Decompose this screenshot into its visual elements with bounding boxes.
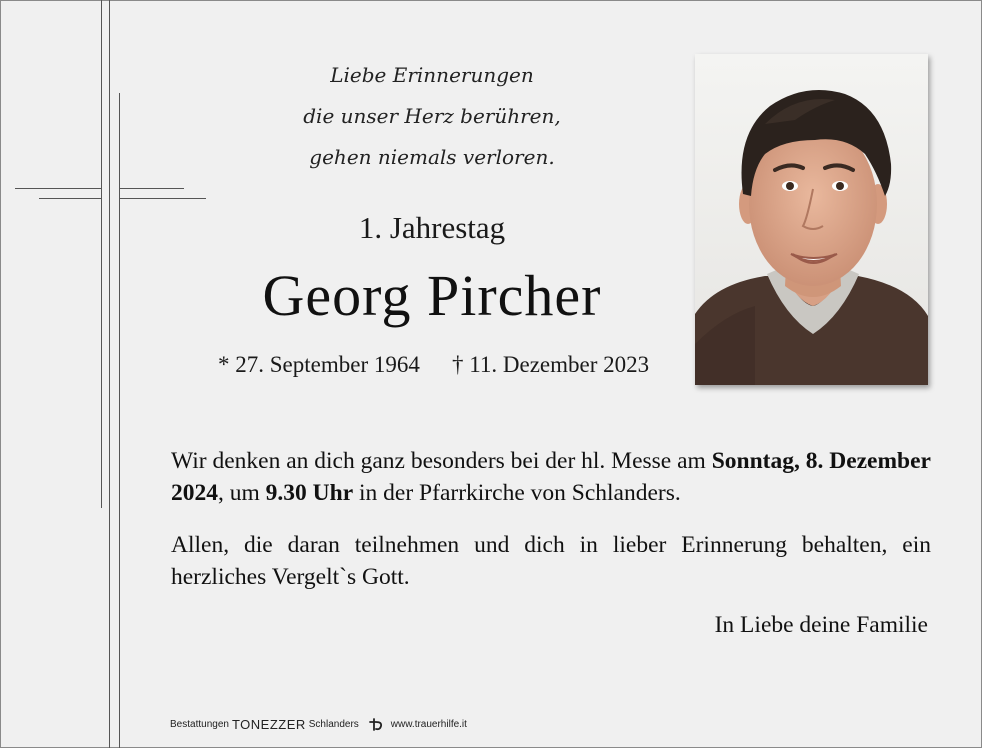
- footer-brand: TONEZZER: [231, 717, 306, 732]
- birth-date: * 27. September 1964: [218, 352, 420, 377]
- footer-prefix: Bestattungen: [170, 719, 229, 730]
- trauerhilfe-logo-icon: [368, 718, 384, 732]
- deceased-name: Georg Pircher: [262, 263, 602, 328]
- portrait-photo: [695, 54, 928, 385]
- death-date: † 11. Dezember 2023: [452, 352, 650, 377]
- anniversary-heading: 1. Jahrestag: [358, 210, 506, 245]
- poem-line-3: gehen niemals verloren.: [309, 145, 555, 169]
- memorial-poem: [232, 55, 632, 178]
- poem-line-1: Liebe Erinnerungen: [330, 63, 534, 87]
- message-paragraph-1: Wir denken an dich ganz besonders bei der hl. Messe am Sonntag, 8. Dezember 2024, um 9.30 Uhr in der Pfarrkirche von Schlanders.: [171, 448, 931, 506]
- signoff: In Liebe deine Familie: [714, 612, 928, 638]
- footer-website[interactable]: www.trauerhilfe.it: [390, 719, 467, 730]
- mass-time: 9.30 Uhr: [265, 480, 354, 506]
- poem-line-2: die unser Herz berühren,: [303, 104, 561, 128]
- message-paragraph-2: Allen, die daran teilnehmen und dich in lieber Erinnerung behalten, ein herzliches Vergelt`s Gott.: [171, 532, 931, 590]
- mass-date: Sonntag, 8. Dezember 2024: [171, 448, 931, 506]
- footer: [170, 717, 467, 732]
- footer-place: Schlanders: [308, 719, 359, 730]
- memorial-message: [171, 445, 931, 593]
